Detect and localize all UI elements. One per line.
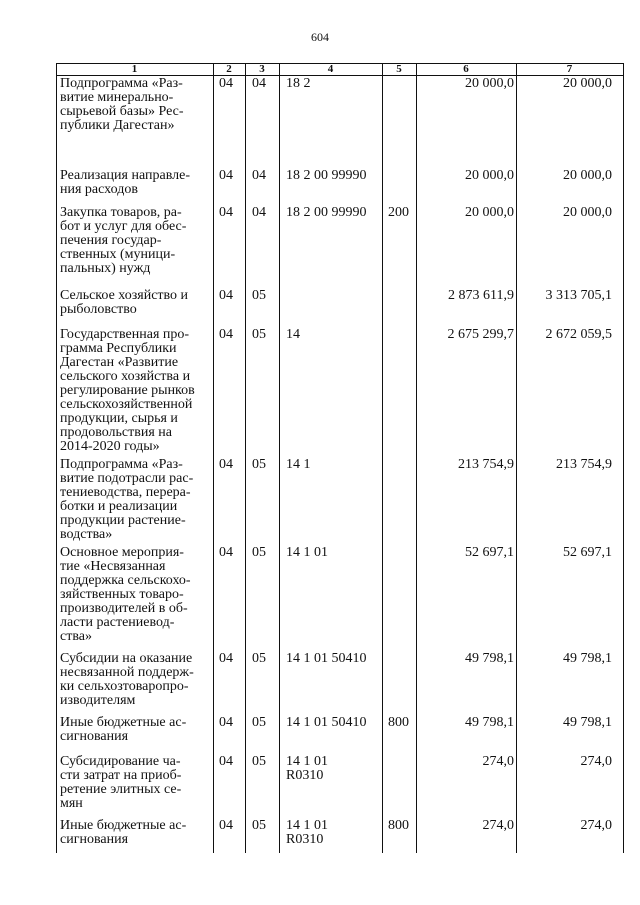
row-amount-col6: 52 697,1 (465, 545, 514, 560)
row-name: Подпрограмма «Раз- витие минерально- сырьевой базы» Рес- публики Дагестан» (60, 76, 184, 133)
row-expense-type: 800 (388, 818, 409, 833)
header-col-1: 1 (131, 63, 138, 75)
table-row (56, 289, 624, 328)
row-podrazdel: 04 (252, 76, 266, 91)
row-amount-col6: 20 000,0 (465, 76, 514, 91)
row-razdel: 04 (219, 76, 233, 91)
row-target-article: 18 2 00 99990 (286, 205, 367, 220)
row-name: Закупка товаров, ра- бот и услуг для обес- печения государ- ственных (муници- пальных) нужд (60, 205, 187, 276)
table-row (56, 328, 624, 458)
row-podrazdel: 05 (252, 327, 266, 342)
row-target-article: 18 2 (286, 76, 311, 91)
row-podrazdel: 05 (252, 651, 266, 666)
row-amount-col7: 52 697,1 (563, 545, 612, 560)
row-podrazdel: 04 (252, 168, 266, 183)
row-name: Субсидии на оказание несвязанной поддерж- ки сельхозтоваропро- изводителям (60, 651, 194, 708)
row-razdel: 04 (219, 545, 233, 560)
row-amount-col6: 20 000,0 (465, 205, 514, 220)
row-name: Государственная про- грамма Республики Дагестан «Развитие сельского хозяйства и регулирование рынков сельскохозяйственной продукции, сырья и продовольствия на 2014-2020 годы» (60, 327, 195, 454)
row-expense-type: 200 (388, 205, 409, 220)
row-podrazdel: 05 (252, 288, 266, 303)
row-name: Основное мероприя- тие «Несвязанная поддержка сельскохо- зяйственных товаро- производителей в об- ласти растениевод- ства» (60, 545, 191, 644)
row-amount-col7: 213 754,9 (556, 457, 612, 472)
row-target-article: 14 1 01 50410 (286, 651, 367, 666)
table-row (56, 716, 624, 755)
header-col-3: 3 (259, 63, 265, 75)
header-col-5: 5 (396, 63, 402, 75)
row-razdel: 04 (219, 205, 233, 220)
header-col-4: 4 (327, 63, 334, 75)
header-col-2: 2 (226, 63, 232, 75)
table-body (56, 77, 624, 859)
row-name: Сельское хозяйство и рыболовство (60, 288, 189, 317)
row-amount-col6: 274,0 (482, 818, 514, 833)
row-amount-col6: 213 754,9 (458, 457, 514, 472)
row-razdel: 04 (219, 457, 233, 472)
header-col-6: 6 (463, 63, 469, 75)
row-amount-col7: 274,0 (580, 818, 612, 833)
table-row (56, 652, 624, 716)
row-name: Иные бюджетные ас- сигнования (60, 818, 187, 847)
row-target-article: 14 (286, 327, 300, 342)
table-row (56, 755, 624, 819)
row-expense-type: 800 (388, 715, 409, 730)
table-row (56, 77, 624, 169)
row-podrazdel: 05 (252, 715, 266, 730)
row-name: Иные бюджетные ас- сигнования (60, 715, 187, 744)
row-amount-col7: 2 672 059,5 (545, 327, 612, 342)
row-razdel: 04 (219, 327, 233, 342)
table-row (56, 546, 624, 652)
row-amount-col7: 20 000,0 (563, 205, 612, 220)
row-amount-col6: 20 000,0 (465, 168, 514, 183)
row-name: Подпрограмма «Раз- витие подотрасли рас- тениеводства, перера- ботки и реализации продукции растение- водства» (60, 457, 194, 542)
row-amount-col6: 49 798,1 (465, 651, 514, 666)
row-razdel: 04 (219, 818, 233, 833)
row-razdel: 04 (219, 715, 233, 730)
row-amount-col6: 2 675 299,7 (447, 327, 514, 342)
row-target-article: 14 1 01 (286, 545, 328, 560)
row-name: Субсидирование ча- сти затрат на приоб- ретение элитных се- мян (60, 754, 182, 811)
row-podrazdel: 05 (252, 754, 266, 769)
table-row (56, 206, 624, 289)
row-amount-col7: 49 798,1 (563, 715, 612, 730)
row-amount-col6: 49 798,1 (465, 715, 514, 730)
row-razdel: 04 (219, 754, 233, 769)
page-number: 604 (311, 30, 329, 44)
row-podrazdel: 04 (252, 205, 266, 220)
header-col-7: 7 (566, 63, 573, 75)
row-target-article: 14 1 01 50410 (286, 715, 367, 730)
row-amount-col6: 2 873 611,9 (448, 288, 514, 303)
row-razdel: 04 (219, 168, 233, 183)
budget-table (56, 63, 624, 853)
row-target-article: 14 1 01 R0310 (286, 754, 328, 783)
row-amount-col7: 49 798,1 (563, 651, 612, 666)
row-podrazdel: 05 (252, 818, 266, 833)
row-target-article: 18 2 00 99990 (286, 168, 367, 183)
row-amount-col7: 20 000,0 (563, 168, 612, 183)
row-amount-col6: 274,0 (482, 754, 514, 769)
row-podrazdel: 05 (252, 457, 266, 472)
row-target-article: 14 1 01 R0310 (286, 818, 328, 847)
row-amount-col7: 3 313 705,1 (545, 288, 612, 303)
row-amount-col7: 274,0 (580, 754, 612, 769)
row-razdel: 04 (219, 288, 233, 303)
row-name: Реализация направле- ния расходов (60, 168, 190, 197)
table-row (56, 169, 624, 206)
row-podrazdel: 05 (252, 545, 266, 560)
row-amount-col7: 20 000,0 (563, 76, 612, 91)
row-target-article: 14 1 (286, 457, 311, 472)
row-razdel: 04 (219, 651, 233, 666)
table-row (56, 819, 624, 859)
table-row (56, 458, 624, 546)
